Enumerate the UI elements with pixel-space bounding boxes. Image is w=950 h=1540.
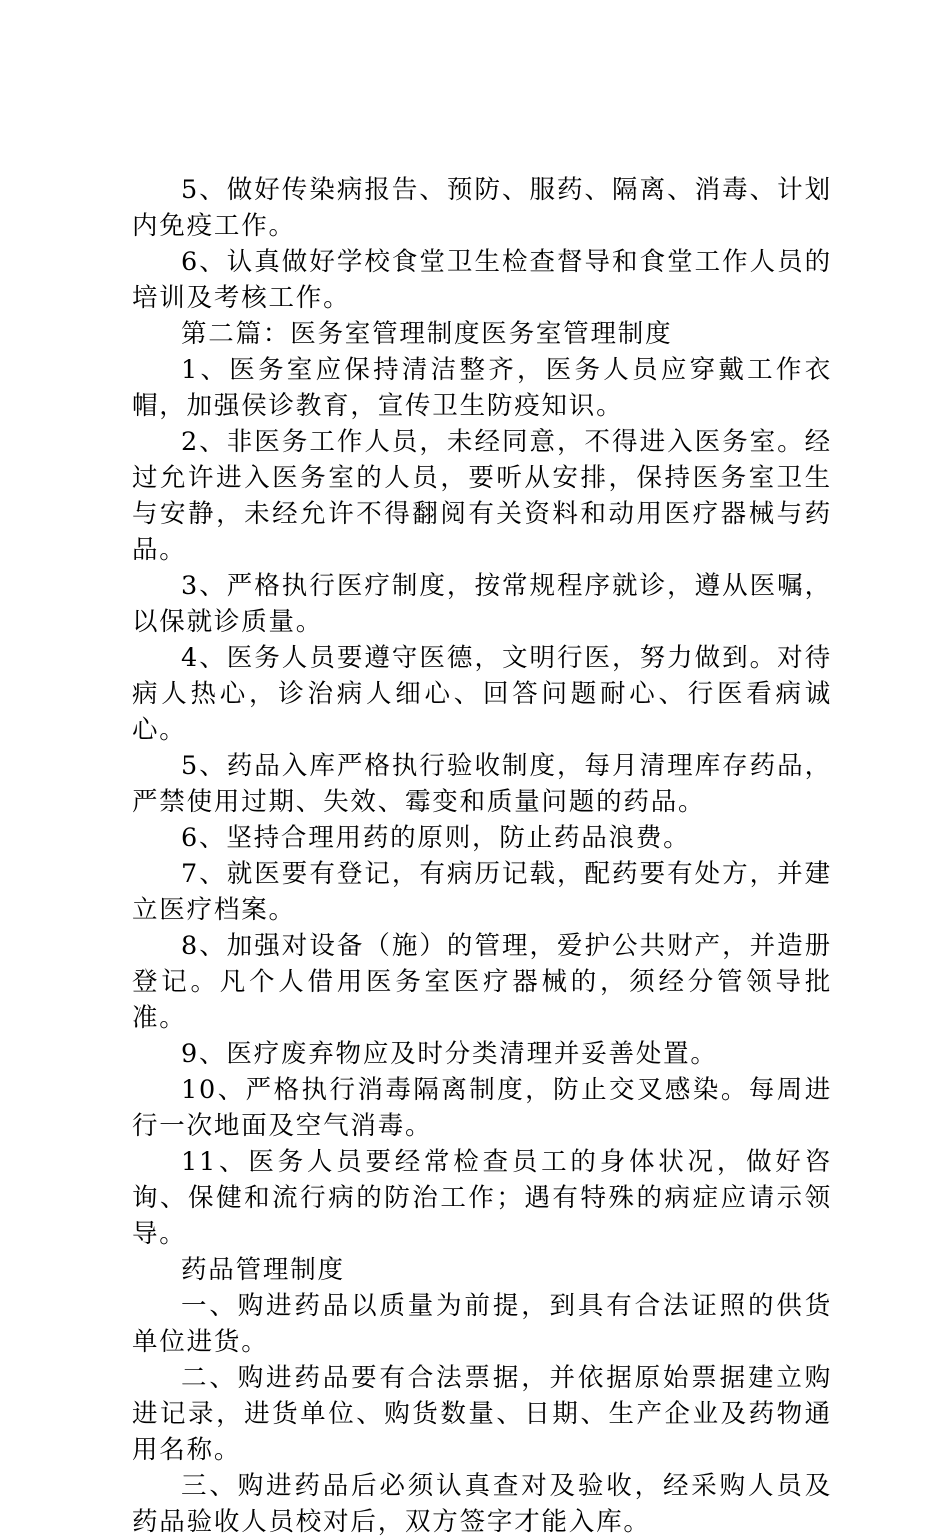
paragraph-item-6-canteen-hygiene: 6、认真做好学校食堂卫生检查督导和食堂工作人员的培训及考核工作。 — [132, 247, 832, 313]
section-heading-drug-management: 药品管理制度 — [181, 1255, 345, 1285]
paragraph-rule-3: 3、严格执行医疗制度，按常规程序就诊，遵从医嘱，以保就诊质量。 — [132, 571, 832, 637]
paragraph-rule-6: 6、坚持合理用药的原则，防止药品浪费。 — [181, 823, 691, 853]
paragraph-drug-rule-3: 三、购进药品后必须认真查对及验收，经采购人员及药品验收人员校对后，双方签字才能入库。 — [132, 1471, 832, 1537]
paragraph-rule-9: 9、医疗废弃物应及时分类清理并妥善处置。 — [181, 1039, 718, 1069]
paragraph-rule-1: 1、医务室应保持清洁整齐，医务人员应穿戴工作衣帽，加强侯诊教育，宣传卫生防疫知识。 — [132, 355, 832, 421]
paragraph-rule-5: 5、药品入库严格执行验收制度，每月清理库存药品，严禁使用过期、失效、霉变和质量问题的药品。 — [132, 751, 832, 817]
paragraph-drug-rule-1: 一、购进药品以质量为前提，到具有合法证照的供货单位进货。 — [132, 1291, 832, 1357]
document-body — [132, 172, 832, 1540]
paragraph-drug-rule-2: 二、购进药品要有合法票据，并依据原始票据建立购进记录，进货单位、购货数量、日期、生产企业及药物通用名称。 — [132, 1363, 832, 1465]
paragraph-rule-4: 4、医务人员要遵守医德，文明行医，努力做到。对待病人热心，诊治病人细心、回答问题耐心、行医看病诚心。 — [132, 643, 832, 745]
paragraph-item-5-infectious-disease: 5、做好传染病报告、预防、服药、隔离、消毒、计划内免疫工作。 — [132, 175, 832, 241]
paragraph-rule-8: 8、加强对设备（施）的管理，爱护公共财产，并造册登记。凡个人借用医务室医疗器械的，须经分管领导批准。 — [132, 931, 832, 1033]
paragraph-rule-2: 2、非医务工作人员，未经同意，不得进入医务室。经过允许进入医务室的人员，要听从安排，保持医务室卫生与安静，未经允许不得翻阅有关资料和动用医疗器械与药品。 — [132, 427, 832, 565]
paragraph-rule-10: 10、严格执行消毒隔离制度，防止交叉感染。每周进行一次地面及空气消毒。 — [132, 1075, 832, 1141]
paragraph-rule-11: 11、医务人员要经常检查员工的身体状况，做好咨询、保健和流行病的防治工作；遇有特殊的病症应请示领导。 — [132, 1147, 832, 1249]
paragraph-rule-7: 7、就医要有登记，有病历记载，配药要有处方，并建立医疗档案。 — [132, 859, 832, 925]
section-heading-chapter-two: 第二篇：医务室管理制度医务室管理制度 — [181, 319, 673, 349]
